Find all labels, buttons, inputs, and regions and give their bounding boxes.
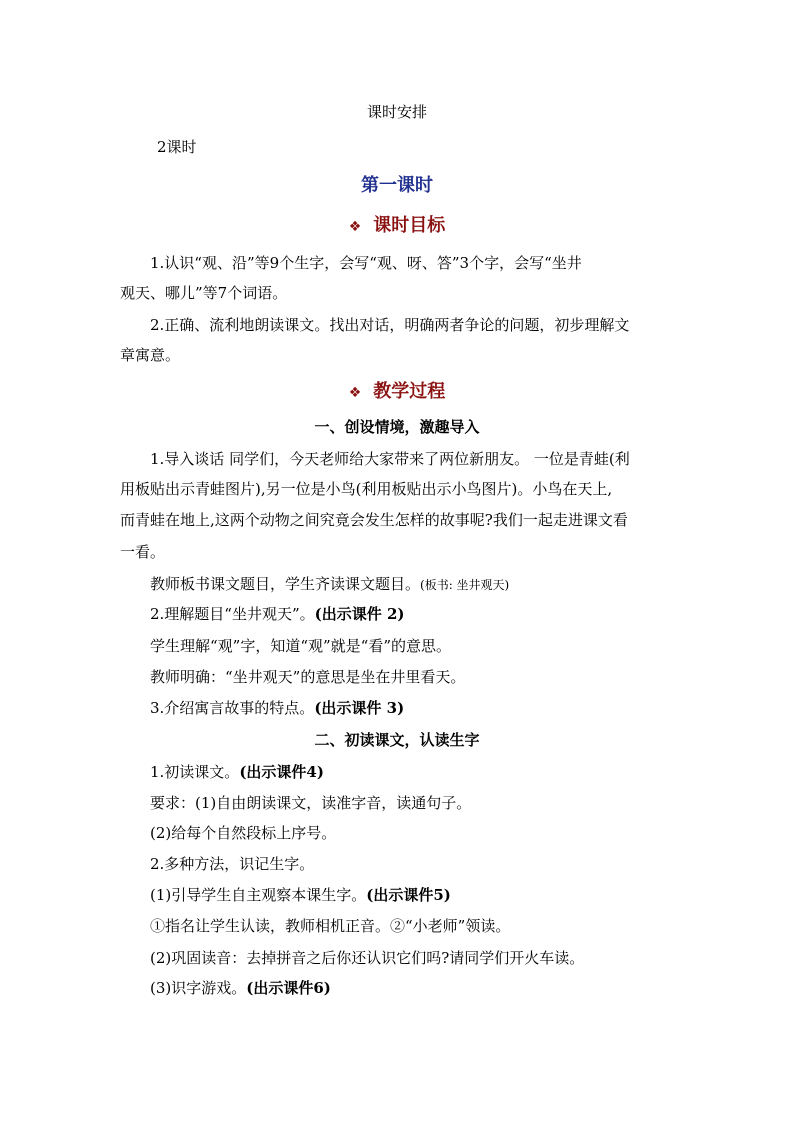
observe-line: [150, 885, 451, 905]
goal-2-line-2: 章寓意。: [120, 346, 181, 364]
section-1-title: 一、创设情境，激趣导入: [314, 418, 480, 436]
intro-line-3: 而青蛙在地上,这两个动物之间究竟会发生怎样的故事呢?我们一起走进课文看: [120, 511, 628, 529]
board-writing-text: 教师板书课文题目，学生齐读课文题目。: [150, 575, 421, 593]
game-text: (3)识字游戏。: [150, 979, 247, 997]
fable-intro-text: 3.介绍寓言故事的特点。: [150, 699, 315, 717]
goals-heading-text: 课时目标: [373, 215, 446, 236]
board-writing-line: [150, 574, 509, 595]
observe-text: (1)引导学生自主观察本课生字。: [150, 886, 367, 904]
first-read-text: 1.初读课文。: [150, 763, 240, 781]
process-heading-text: 教学过程: [373, 381, 446, 402]
goal-1-line-1: 1.认识“观、沿”等9个生字，会写“观、呀、答”3个字，会写“坐井: [150, 254, 582, 272]
game-line: [150, 978, 331, 998]
courseware-ref: (出示课件5): [366, 886, 451, 904]
lesson-title: 第一课时: [361, 175, 433, 196]
schedule-value: 2课时: [157, 138, 197, 156]
diamond-bullet-icon: ❖: [348, 385, 362, 401]
schedule-title: 课时安排: [366, 103, 427, 121]
numbering-line: (2)给每个自然段标上序号。: [150, 824, 337, 842]
understand-title-line: [150, 604, 405, 624]
understand-guan-line: 学生理解“观”字，知道“观”就是“看”的意思。: [150, 637, 452, 655]
goal-1-line-2: 观天、哪儿”等7个词语。: [120, 284, 288, 302]
courseware-ref: (出示课件 3): [314, 699, 405, 717]
understand-title-text: 2.理解题目“坐井观天”。: [150, 605, 315, 623]
requirement-line: 要求：(1)自由朗读课文，读准字音，读通句子。: [150, 794, 472, 812]
courseware-ref: (出示课件4): [239, 763, 324, 781]
goal-2-line-1: 2.正确、流利地朗读课文。找出对话，明确两者争论的问题，初步理解文: [150, 316, 630, 334]
goals-heading: [0, 216, 794, 237]
teacher-clarify-line: 教师明确：“坐井观天”的意思是坐在井里看天。: [150, 668, 466, 686]
courseware-ref: (出示课件6): [246, 979, 331, 997]
process-heading: [0, 382, 794, 403]
intro-line-1: 1.导入谈话 同学们，今天老师给大家带来了两位新朋友。 一位是青蛙(利: [150, 450, 630, 468]
methods-line: 2.多种方法，识记生字。: [150, 855, 315, 873]
consolidate-line: (2)巩固读音：去掉拼音之后你还认识它们吗?请同学们开火车读。: [150, 949, 585, 967]
first-read-line: [150, 762, 324, 782]
intro-line-4: 一看。: [120, 543, 166, 561]
fable-intro-line: [150, 698, 404, 718]
diamond-bullet-icon: ❖: [348, 219, 362, 235]
intro-line-2: 用板贴出示青蛙图片),另一位是小鸟(利用板贴出示小鸟图片)。小鸟在天上,: [120, 480, 613, 498]
section-2-title: 二、初读课文，认读生字: [314, 731, 480, 749]
board-writing-note: (板书: 坐井观天): [420, 578, 510, 592]
read-aloud-line: ①指名让学生认读，教师相机正音。②“小老师”领读。: [150, 917, 511, 935]
courseware-ref: (出示课件 2): [314, 605, 405, 623]
